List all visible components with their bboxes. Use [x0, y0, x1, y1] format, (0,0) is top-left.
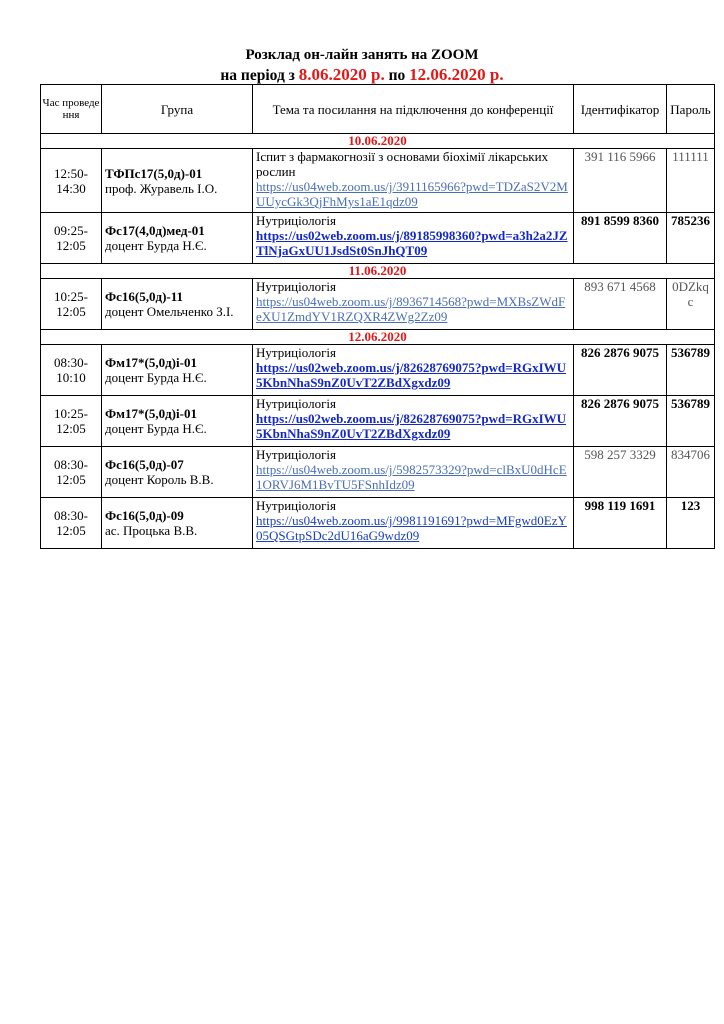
header-group: Група — [102, 85, 253, 134]
group-name: Фм17*(5,0д)і-01 — [105, 406, 197, 421]
group-cell — [102, 345, 253, 396]
topic-name: Нутриціологія — [256, 447, 336, 462]
table-row — [41, 213, 715, 264]
topic-cell — [253, 345, 574, 396]
meeting-id: 598 257 3329 — [574, 447, 667, 498]
teacher-name: доцент Бурда Н.Є. — [105, 370, 207, 385]
zoom-link[interactable]: https://us04web.zoom.us/j/8936714568?pwd=MXBsZWdFeXU1ZmdYV1RZQXR4ZWg2Zz09 — [256, 294, 566, 324]
table-row — [41, 149, 715, 213]
meeting-id: 998 119 1691 — [574, 498, 667, 549]
zoom-link[interactable]: https://us04web.zoom.us/j/5982573329?pwd=clBxU0dHcE1ORVJ6M1BvTU5FSnhIdz09 — [256, 462, 567, 492]
period-date-to: 12.06.2020 р. — [409, 65, 504, 84]
topic-name: Нутриціологія — [256, 345, 336, 360]
meeting-password: 834706 — [667, 447, 715, 498]
date-row — [41, 134, 715, 149]
topic-name: Нутриціологія — [256, 498, 336, 513]
meeting-password: 123 — [667, 498, 715, 549]
topic-name: Нутриціологія — [256, 213, 336, 228]
meeting-id: 826 2876 9075 — [574, 396, 667, 447]
table-row — [41, 396, 715, 447]
header-password: Пароль — [667, 85, 715, 134]
group-name: ТФПс17(5,0д)-01 — [105, 165, 203, 181]
group-name: Фс16(5,0д)-11 — [105, 289, 184, 304]
group-cell — [102, 149, 253, 213]
zoom-link[interactable]: https://us02web.zoom.us/j/82628769075?pwd=RGxIWU5KbnNhaS9nZ0UvT2ZBdXgxdz09 — [256, 411, 567, 441]
topic-cell — [253, 149, 574, 213]
period-date-from: 8.06.2020 р. — [298, 65, 385, 84]
meeting-password: 0DZkqc — [667, 279, 715, 330]
meeting-password: 536789 — [667, 345, 715, 396]
topic-cell — [253, 213, 574, 264]
meeting-password: 111111 — [667, 149, 715, 213]
time-cell: 09:25-12:05 — [41, 213, 102, 264]
topic-cell — [253, 498, 574, 549]
group-cell — [102, 213, 253, 264]
meeting-id: 391 116 5966 — [574, 149, 667, 213]
header-id: Ідентифікатор — [574, 85, 667, 134]
group-name: Фм17*(5,0д)і-01 — [105, 355, 197, 370]
period-prefix: на період з — [220, 67, 299, 84]
header-topic: Тема та посилання на підключення до конференції — [253, 85, 574, 134]
group-cell — [102, 279, 253, 330]
table-row — [41, 345, 715, 396]
topic-cell — [253, 396, 574, 447]
zoom-link[interactable]: https://us02web.zoom.us/j/89185998360?pwd=a3h2a2JZTlNjaGxUU1JsdSt0SnJhQT09 — [256, 228, 568, 258]
time-cell: 10:25-12:05 — [41, 279, 102, 330]
topic-cell — [253, 447, 574, 498]
group-cell — [102, 396, 253, 447]
date-row — [41, 264, 715, 279]
group-name: Фс16(5,0д)-07 — [105, 457, 184, 472]
teacher-name: ас. Процька В.В. — [105, 523, 198, 538]
group-cell — [102, 498, 253, 549]
table-row — [41, 498, 715, 549]
time-cell: 08:30-12:05 — [41, 498, 102, 549]
teacher-name: проф. Журавель І.О. — [105, 180, 218, 196]
zoom-link[interactable]: https://us04web.zoom.us/j/3911165966?pwd=TDZaS2V2MUUycGk3QjFhMys1aE1qdz09 — [256, 179, 568, 209]
zoom-link[interactable]: https://us02web.zoom.us/j/82628769075?pwd=RGxIWU5KbnNhaS9nZ0UvT2ZBdXgxdz09 — [256, 360, 567, 390]
date-cell: 11.06.2020 — [41, 264, 715, 279]
meeting-id: 893 671 4568 — [574, 279, 667, 330]
date-cell: 10.06.2020 — [41, 134, 715, 149]
table-header-row — [41, 85, 715, 134]
group-name: Фс17(4,0д)мед-01 — [105, 223, 205, 238]
time-cell: 08:30-10:10 — [41, 345, 102, 396]
page-title: Розклад он-лайн занять на ZOOM — [245, 47, 479, 63]
table-row — [41, 279, 715, 330]
header-time: Час проведе ння — [41, 85, 102, 134]
meeting-password: 536789 — [667, 396, 715, 447]
time-cell: 10:25-12:05 — [41, 396, 102, 447]
table-row — [41, 447, 715, 498]
period-subtitle — [40, 65, 684, 85]
time-cell: 12:50-14:30 — [41, 149, 102, 213]
teacher-name: доцент Бурда Н.Є. — [105, 238, 207, 253]
meeting-id: 826 2876 9075 — [574, 345, 667, 396]
topic-cell — [253, 279, 574, 330]
topic-name: Нутриціологія — [256, 396, 336, 411]
teacher-name: доцент Омельченко З.І. — [105, 304, 234, 319]
time-cell: 08:30-12:05 — [41, 447, 102, 498]
period-mid: по — [384, 67, 410, 84]
topic-name: Іспит з фармакогнозії з основами біохімії лікарських рослин — [256, 149, 549, 179]
topic-name: Нутриціологія — [256, 279, 336, 294]
group-name: Фс16(5,0д)-09 — [105, 508, 184, 523]
meeting-password: 785236 — [667, 213, 715, 264]
date-cell: 12.06.2020 — [41, 330, 715, 345]
zoom-link[interactable]: https://us04web.zoom.us/j/9981191691?pwd=MFgwd0EzY05QSGtpSDc2dU16aG9wdz09 — [256, 513, 567, 543]
teacher-name: доцент Король В.В. — [105, 472, 214, 487]
teacher-name: доцент Бурда Н.Є. — [105, 421, 207, 436]
meeting-id: 891 8599 8360 — [574, 213, 667, 264]
group-cell — [102, 447, 253, 498]
schedule-table — [40, 84, 715, 549]
date-row — [41, 330, 715, 345]
